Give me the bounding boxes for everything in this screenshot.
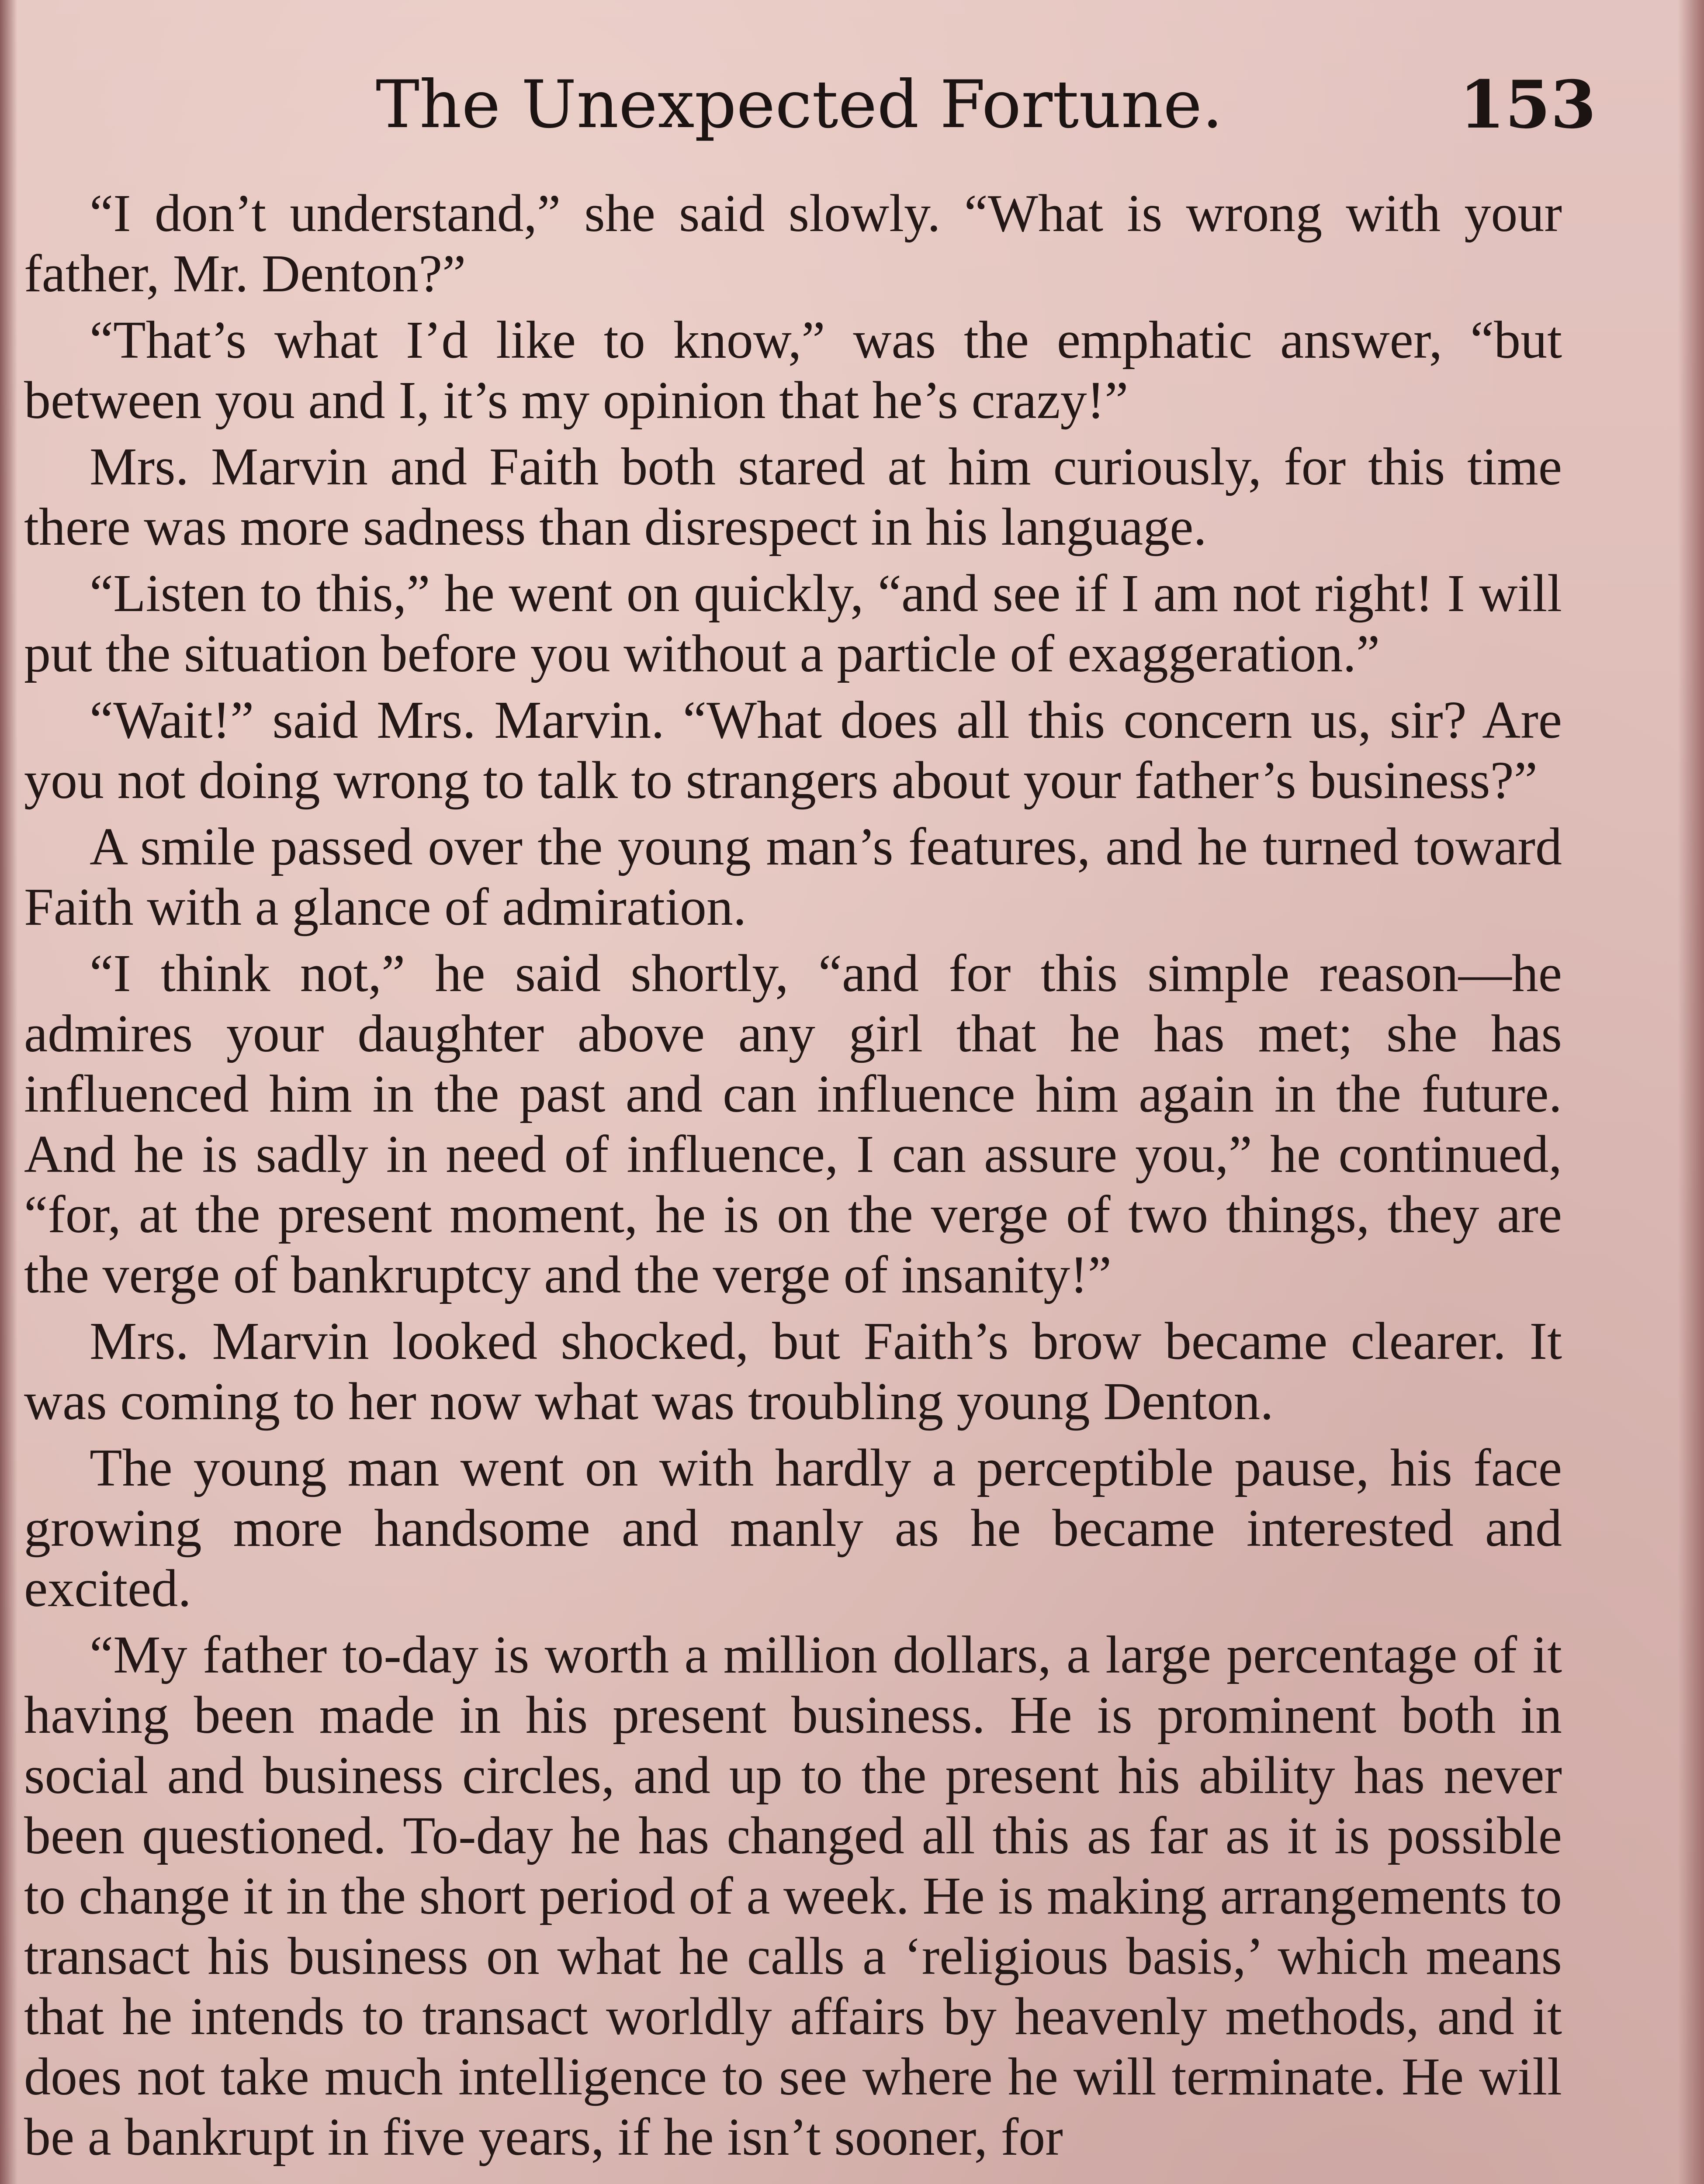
- paragraph: “My father to-day is worth a million dollars, a large percentage of it having been made in his present business. He is prominent both in social and business circles, and up to the present his ability has never been questioned. To-day he has changed all this as far as it is possible to change it in the short period of a week. He is making arrangements to transact his business on what he calls a ‘religious basis,’ which means that he intends to transact worldly affairs by heavenly methods, and it does not take much intelligence to see where he will terminate. He will be a bankrupt in five years, if he isn’t sooner, for: [24, 1625, 1562, 2167]
- running-head: [0, 66, 1704, 153]
- paragraph: A smile passed over the young man’s features, and he turned toward Faith with a glance of admiration.: [24, 817, 1562, 936]
- paragraph: Mrs. Marvin and Faith both stared at him curiously, for this time there was more sadness than disrespect in his language.: [24, 437, 1562, 556]
- page-edge-shadow-right: [1678, 0, 1704, 2184]
- page-edge-shadow-left: [0, 0, 17, 2184]
- paragraph: “Wait!” said Mrs. Marvin. “What does all this concern us, sir? Are you not doing wrong to talk to strangers about your father’s business?”: [24, 691, 1562, 810]
- page-number: 153: [1459, 66, 1597, 143]
- running-head-title: The Unexpected Fortune.: [376, 67, 1223, 143]
- paragraph: “I don’t understand,” she said slowly. “What is wrong with your father, Mr. Denton?”: [24, 184, 1562, 303]
- paragraph: “That’s what I’d like to know,” was the emphatic answer, “but between you and I, it’s my opinion that he’s crazy!”: [24, 311, 1562, 430]
- body-text: [24, 183, 1562, 2174]
- paragraph: The young man went on with hardly a perceptible pause, his face growing more handsome and manly as he became interested and excited.: [24, 1438, 1562, 1618]
- paragraph: “Listen to this,” he went on quickly, “and see if I am not right! I will put the situation before you without a particle of exaggeration.”: [24, 564, 1562, 683]
- paragraph: “I think not,” he said shortly, “and for this simple reason—he admires your daughter above any girl that he has met; she has influenced him in the past and can influence him again in the future. And he is sadly in need of influence, I can assure you,” he continued, “for, at the present moment, he is on the verge of two things, they are the verge of bankruptcy and the verge of insanity!”: [24, 944, 1562, 1304]
- paragraph: Mrs. Marvin looked shocked, but Faith’s brow became clearer. It was coming to her now what was troubling young Denton.: [24, 1312, 1562, 1431]
